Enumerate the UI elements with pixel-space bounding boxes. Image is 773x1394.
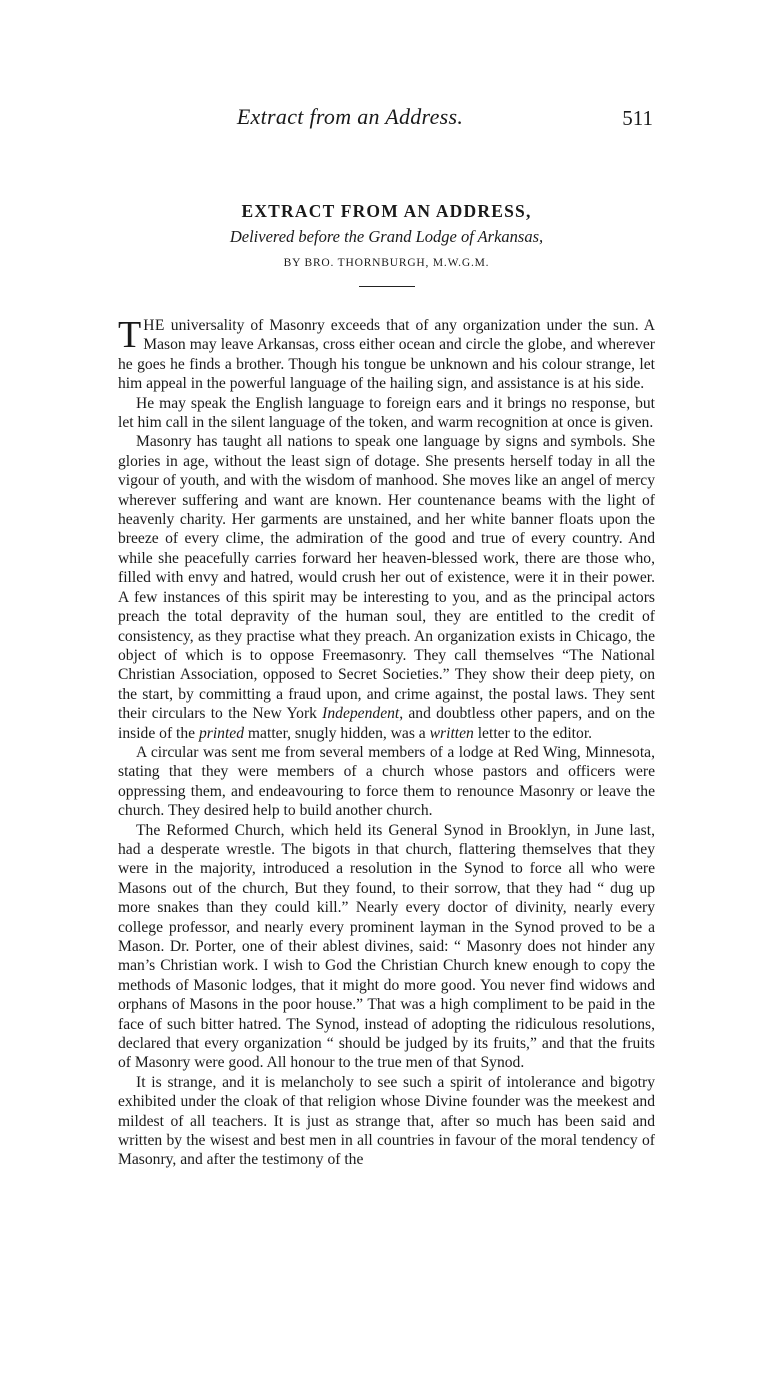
paragraph-3-part-b: , and doubtless other papers, and on the inside of the	[118, 705, 655, 742]
paragraph-6: It is strange, and it is melancholy to see such a spirit of intolerance and bigotry exhibited under the cloak of that religion whose Divine founder was the meekest and mildest of all teachers. It is just as strange that, after so much has been said and written by the wisest and best men in all countries in favour of the moral tendency of Masonry, and after the testimony of the	[118, 1073, 655, 1169]
article-title: EXTRACT FROM AN ADDRESS,	[241, 201, 532, 221]
page-number: 511	[622, 106, 653, 130]
paragraph-4: A circular was sent me from several members of a lodge at Red Wing, Minnesota, stating that they were members of a church whose pastors and officers were oppressing them, and endeavouring to force them to renounce Masonry or leave the church. They desired help to build another church.	[118, 743, 655, 820]
paragraph-5: The Reformed Church, which held its General Synod in Brooklyn, in June last, had a desperate wrestle. The bigots in that church, flattering themselves that they were in the majority, introduced a resolution in the Synod to force all who were Masons out of the church, But they found, to their sorrow, that they had “ dug up more snakes than they could kill.” Nearly every doctor of divinity, nearly every college professor, and nearly every prominent layman in the Synod proved to be a Mason. Dr. Porter, one of their ablest divines, said: “ Masonry does not hinder any man’s Christian work. I wish to God the Christian Church knew enough to copy the methods of Masonic lodges, that it might do more good. You never find widows and orphans of Masons in the poor house.” That was a high compliment to be paid in the face of such bitter hatred. The Synod, instead of adopting the ridiculous resolutions, declared that every organization “ should be judged by its fruits,” and that the fruits of Masonry were good. All honour to the true men of that Synod.	[118, 821, 655, 1072]
paragraph-1-text: universality of Masonry exceeds that of any organization under the sun. A Mason may leave Arkansas, cross either ocean and circle the globe, and wherever he goes he finds a brother. Though his tongue be unknown and his colour strange, let him appeal in the powerful language of the hailing sign, and assistance is at his side.	[118, 317, 655, 393]
drop-cap: T	[118, 314, 142, 356]
running-head-title: Extract from an Address.	[236, 104, 464, 129]
article-heading	[120, 200, 653, 287]
paragraph-3-italic-printed: printed	[198, 724, 245, 742]
article-byline: BY BRO. THORNBURGH, M.W.G.M.	[283, 257, 490, 269]
running-head	[0, 104, 773, 134]
paragraph-3-part-a: Masonry has taught all nations to speak one language by signs and symbols. She glories in age, without the least sign of dotage. She presents herself today in all the vigour of youth, and with the wisdom of manhood. She moves like an angel of mercy wherever suffering and want are known. Her countenance beams with the light of heavenly charity. Her garments are unstained, and her white banner floats upon the breeze of every clime, the admiration of the good and true of every country. And while she peacefully carries forward her heaven-blessed work, there are those who, filled with envy and hatred, would crush her out of existence, were it in their power. A few instances of this spirit may be interesting to you, and as the principal actors preach the total depravity of the human soul, they are entitled to the credit of consistency, as they practise what they preach. An organization exists in Chicago, the object of which is to oppose Freemasonry. They call themselves “The National Christian Association, opposed to Secret Societies.” They show their deep piety, on the start, by committing a fraud upon, and crime against, the postal laws. They sent their circulars to the New York	[118, 433, 655, 723]
paragraph-3-part-c: matter, snugly hidden, was a	[244, 724, 430, 742]
paragraph-3-italic-written: written	[429, 724, 474, 742]
paragraph-2: He may speak the English language to foreign ears and it brings no response, but let him call in the silent language of the token, and warm recognition at once is given.	[118, 394, 655, 432]
paragraph-1-lead: HE	[143, 317, 165, 334]
article-subtitle: Delivered before the Grand Lodge of Arkansas,	[229, 227, 544, 246]
paragraph-3-part-d: letter to the editor.	[473, 724, 593, 742]
article-body	[118, 316, 655, 1170]
paragraph-3	[118, 432, 655, 743]
paragraph-1	[118, 316, 655, 394]
heading-rule	[359, 286, 415, 287]
paragraph-3-italic-independent: Independent	[322, 705, 400, 723]
